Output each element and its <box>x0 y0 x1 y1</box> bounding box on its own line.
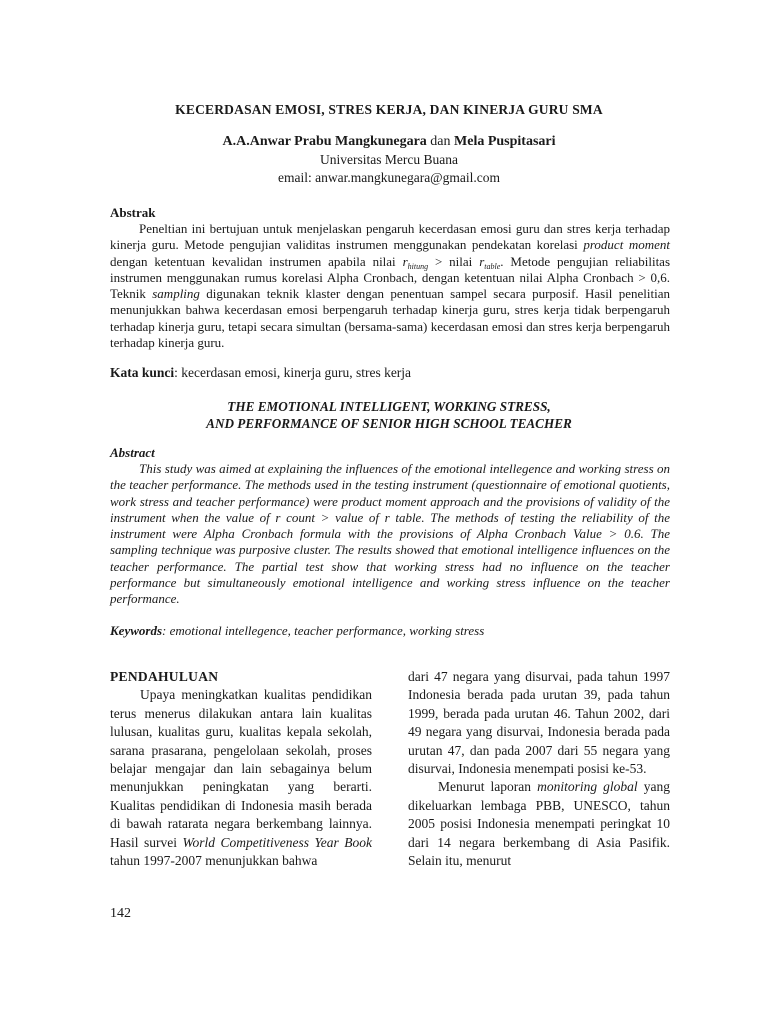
body-column-right <box>408 668 670 870</box>
body-paragraph-3: Menurut laporan monitoring global yang dikeluarkan lembaga PBB, UNESCO, tahun 2005 posisi Indonesia menempati peringkat 10 dari 14 negara berkembang di Asia Pasifik. Selain itu, menurut <box>408 779 670 869</box>
abstract-section <box>110 445 670 608</box>
email: email: anwar.mangkunegara@gmail.com <box>278 170 500 185</box>
english-title-line-2: AND PERFORMANCE OF SENIOR HIGH SCHOOL TEACHER <box>206 416 572 431</box>
author-connector: dan <box>430 134 451 149</box>
abstract-heading: Abstract <box>110 445 155 460</box>
english-title <box>100 398 678 432</box>
abstract-body: This study was aimed at explaining the influences of the emotional intellegence and working stress on the teacher performance. The methods used in the testing instrument (questionnaire of emotional quotients, work stress and teacher performance) were product moment approach and the provisions of validity of the instrument when the value of r count > value of r table. The methods of testing the reliability of the instrument were Alpha Cronbach formula with the provisions of Alpha Cronbach Value > 0.6. The sampling technique was purposive cluster. The results showed that emotional intelligence influences on the teacher performance. The partial test show that working stress had no influence on the teacher performance but simultaneously emotional intelligence and working stress influence on the teacher performance. <box>110 461 670 607</box>
affiliation: Universitas Mercu Buana <box>320 152 458 167</box>
keywords-label: Keywords <box>110 623 162 638</box>
english-title-line-1: THE EMOTIONAL INTELLIGENT, WORKING STRESS, <box>227 399 551 414</box>
body-paragraph-2: dari 47 negara yang disurvai, pada tahun 1997 Indonesia berada pada urutan 39, pada tahun 1999, berada pada urutan 46. Tahun 2002, dari 49 negara yang disurvai, Indonesia berada pada urutan 47, dan pada 2007 dari 55 negara yang disurvai, Indonesia menempati posisi ke-53. <box>408 669 670 777</box>
abstrak-heading: Abstrak <box>110 205 156 220</box>
page-number: 142 <box>110 906 131 921</box>
body-column-left <box>110 668 372 870</box>
keywords-value: : emotional intellegence, teacher performance, working stress <box>162 623 485 638</box>
section-heading-pendahuluan: PENDAHULUAN <box>110 669 219 684</box>
paper-title: KECERDASAN EMOSI, STRES KERJA, DAN KINERJA GURU SMA <box>175 102 603 117</box>
abstrak-body: Peneltian ini bertujuan untuk menjelaskan pengaruh kecerdasan emosi guru dan stres kerja terhadap kinerja guru. Metode pengujian validitas instrumen menggunakan pendekatan korelasi product moment dengan ketentuan kevalidan instrumen apabila nilai $r_{hitung}$ > nilai $r_{table}$. Metode pengujian reliabilitas instrumen menggunakan rumus korelasi Alpha Cronbach, dengan ketentuan nilai Alpha Cronbach > 0,6. Teknik sampling digunakan teknik klaster dengan penentuan sampel secara purposif. Hasil penelitian menunjukkan bahwa kecerdasan emosi berpengaruh terhadap kinerja guru, stres kerja tidak berpengaruh terhadap kinerja guru, tetapi secara simultan (bersama-sama) kecerdasan emosi dan stres kerja berpengaruh terhadap kinerja guru. <box>110 221 671 351</box>
abstrak-section <box>110 205 670 351</box>
author-2: Mela Puspitasari <box>454 134 556 149</box>
body-paragraph-1: Upaya meningkatkan kualitas pendidikan terus menerus dilakukan antara lain kualitas lulusan, kualitas guru, kualitas kepala sekolah, sarana prasarana, pengelolaan sekolah, proses belajar mengajar dan lain sebagainya belum menunjukkan peningkatan yang berarti. Kualitas pendidikan di Indonesia masih berada di bawah ratarata negara berkembang lainnya. Hasil survei World Competitiveness Year Book tahun 1997-2007 menunjukkan bahwa <box>110 687 372 869</box>
author-1: A.A.Anwar Prabu Mangkunegara <box>222 134 427 149</box>
kata-kunci <box>110 365 670 381</box>
kata-kunci-value: : kecerdasan emosi, kinerja guru, stres kerja <box>174 365 412 380</box>
kata-kunci-label: Kata kunci <box>110 365 175 380</box>
keywords <box>110 623 670 639</box>
authors-line <box>100 134 678 150</box>
